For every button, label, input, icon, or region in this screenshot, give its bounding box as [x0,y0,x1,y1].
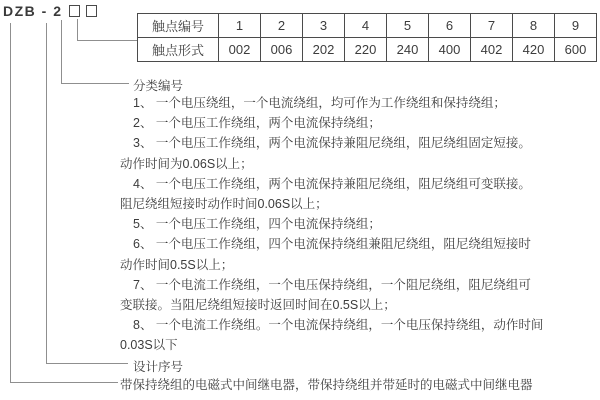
contact-number-cell: 6 [429,14,471,38]
classification-list [120,93,543,355]
contact-number-cell: 4 [345,14,387,38]
model-digit-box-2 [86,5,97,17]
contact-number-header: 触点编号 [138,14,219,38]
classification-line-continuation: 变联接。当阻尼绕组短接时返回时间在0.5S以上； [120,297,396,312]
contact-form-cell: 400 [429,38,471,62]
contact-form-row [138,38,597,62]
classification-line: 3、 一个电压工作绕组，两个电流保持兼阻尼绕组，阻尼绕组固定短接。 [133,136,531,151]
connector-design-serial-horizontal [46,363,128,364]
connector-design-serial-vertical [46,23,47,364]
connector-classification-vertical [61,20,62,84]
contact-number-cell: 1 [219,14,261,38]
connector-relay-type-horizontal [10,382,118,383]
model-code [3,3,97,19]
contact-number-cell: 7 [471,14,513,38]
classification-line-continuation: 阻尼绕组短接时动作时间0.06S以上； [120,196,328,211]
classification-line: 6、 一个电压工作绕组，四个电流保持绕组兼阻尼绕组，阻尼绕组短接时 [133,237,531,252]
classification-line: 7、 一个电流工作绕组，一个电压保持绕组，一个阻尼绕组，阻尼绕组可 [133,277,531,292]
classification-line: 1、 一个电压绕组，一个电流绕组，均可作为工作绕组和保持绕组； [133,96,506,110]
classification-line: 4、 一个电压工作绕组，两个电流保持兼阻尼绕组，阻尼绕组可变联接。 [133,176,531,191]
contact-form-cell: 002 [219,38,261,62]
contact-number-cell: 3 [303,14,345,38]
connector-relay-type-vertical [10,23,11,383]
classification-line-continuation: 动作时间0.5S以上； [120,257,234,272]
contact-form-cell: 600 [555,38,597,62]
classification-line-continuation: 动作时间为0.06S以上； [120,156,253,171]
contact-form-cell: 402 [471,38,513,62]
contact-form-header: 触点形式 [138,38,219,62]
contact-number-cell: 9 [555,14,597,38]
classification-label: 分类编号 [133,79,184,93]
contact-form-cell: 202 [303,38,345,62]
contact-number-cell: 8 [513,14,555,38]
classification-line: 8、 一个电流工作绕组。一个电流保持绕组，一个电压保持绕组，动作时间 [133,318,544,333]
model-code-prefix: DZB - 2 [3,3,63,19]
contact-form-cell: 006 [261,38,303,62]
connector-classification-horizontal [61,83,129,84]
classification-line: 2、 一个电压工作绕组，两个电流保持绕组； [133,116,381,131]
model-digit-box-1 [69,5,80,17]
contact-form-cell: 420 [513,38,555,62]
connector-contact-table-horizontal [77,40,137,41]
contact-number-cell: 2 [261,14,303,38]
contact-form-cell: 240 [387,38,429,62]
contact-number-row [138,14,597,38]
classification-line: 5、 一个电压工作绕组，四个电流保持绕组； [133,217,381,232]
contact-table [137,13,597,62]
classification-line-continuation: 0.03S以下 [120,338,178,353]
contact-form-cell: 220 [345,38,387,62]
relay-type-description: 带保持绕组的电磁式中间继电器，带保持绕组并带延时的电磁式中间继电器 [120,378,533,392]
design-serial-label: 设计序号 [133,360,184,374]
connector-contact-table-vertical [77,19,78,41]
contact-number-cell: 5 [387,14,429,38]
